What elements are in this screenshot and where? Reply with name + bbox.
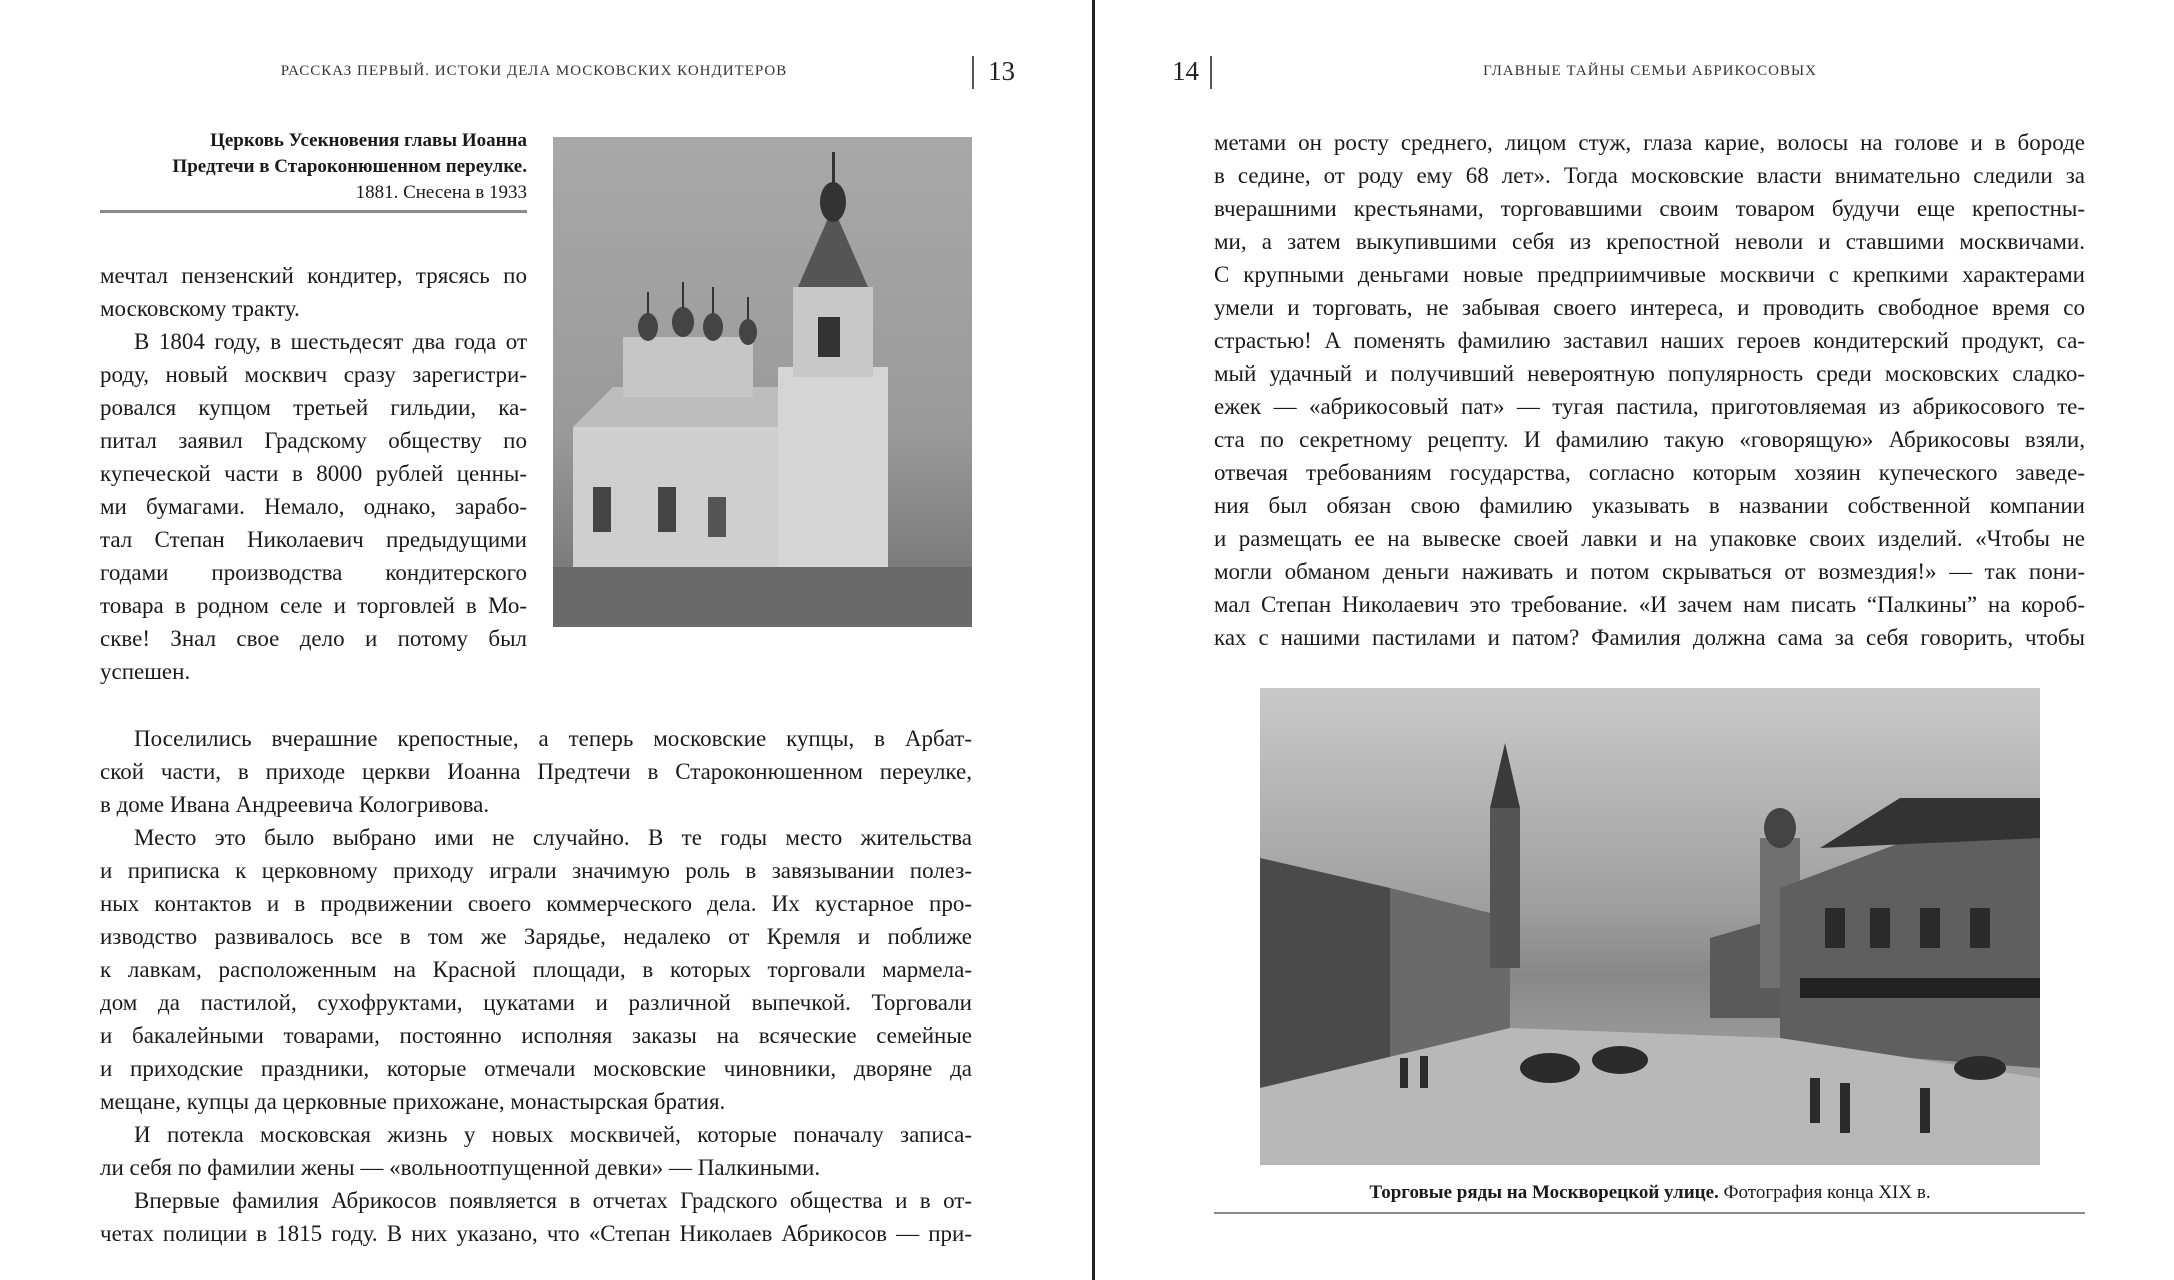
text-line: И потекла московская жизнь у новых москвичей, которые поначалу записа- xyxy=(134,1122,972,1147)
text-line: мый удачный и получивший невероятную популярность среди московских сладко- xyxy=(1214,361,2085,386)
text-line: питал заявил Градскому обществу по xyxy=(100,428,527,453)
text-line: Место это было выбрано ими не случайно. В те годы место жительства xyxy=(134,825,972,850)
text-line: в седине, от роду ему 68 лет». Тогда московские власти внимательно следили за xyxy=(1214,163,2085,188)
text-line: С крупными деньгами новые предприимчивые москвичи с крепкими характерами xyxy=(1214,262,2085,287)
text-line: купеческой части в 8000 рублей ценны- xyxy=(100,461,527,486)
text-line: четах полиции в 1815 году. В них указано, что «Степан Николаев Абрикосов — при- xyxy=(100,1221,972,1246)
figure-caption-street xyxy=(1369,1182,1930,1204)
page-spine xyxy=(1092,0,1095,1280)
page-number-left: 13 xyxy=(988,56,1015,86)
caption-title: Торговые ряды на Москворецкой улице. xyxy=(1369,1182,1719,1203)
text-line: ми, а затем выкупившими себя из крепостной неволи и ставшими москвичами. xyxy=(1214,229,2085,254)
text-line: ках с нашими пастилами и патом? Фамилия должна сама за себя говорить, чтобы xyxy=(1214,625,2085,650)
text-line: скве! Знал свое дело и потому был xyxy=(100,626,527,651)
text-line: мечтал пензенский кондитер, трясясь по xyxy=(100,263,527,288)
text-line: вчерашними крестьянами, торговавшими своим товаром будучи еще крепостны- xyxy=(1214,196,2085,221)
text-line: и приходские праздники, которые отмечали московские чиновники, дворяне да xyxy=(100,1056,972,1081)
text-line: ных контактов и в продвижении своего коммерческого дела. Их кустарное про- xyxy=(100,891,972,916)
text-line: ежек — «абрикосовый пат» — тугая пастила, приготовляемая из абрикосового те- xyxy=(1214,394,2085,419)
running-head-right: ГЛАВНЫЕ ТАЙНЫ СЕМЬИ АБРИКОСОВЫХ xyxy=(1483,63,1817,79)
header-divider xyxy=(1210,56,1212,89)
text-line: роду, новый москвич сразу зарегистри- xyxy=(100,362,527,387)
text-line: дом да пастилой, сухофруктами, цукатами и различной выпечкой. Торговали xyxy=(100,990,972,1015)
text-line: ли себя по фамилии жены — «вольноотпущенной девки» — Палкиными. xyxy=(100,1155,821,1180)
text-line: товара в родном селе и торговлей в Мо- xyxy=(100,593,527,618)
caption-title-line: Церковь Усекновения главы Иоанна xyxy=(210,130,527,151)
street-photo xyxy=(1260,688,2040,1165)
text-line: изводство развивалось все в том же Зарядье, недалеко от Кремля и поближе xyxy=(100,924,972,949)
text-line: ста по секретному рецепту. И фамилию такую «говорящую» Абрикосовы взяли, xyxy=(1214,427,2085,452)
text-line: годами производства кондитерского xyxy=(100,560,527,585)
figure-caption-church xyxy=(172,128,527,206)
text-line: ния был обязан свою фамилию указывать в названии собственной компании xyxy=(1214,493,2085,518)
text-line: и приписка к церковному приходу играли значимую роль в завязывании полез- xyxy=(100,858,972,883)
header-divider xyxy=(972,56,974,89)
caption-title-line: Предтечи в Староконюшенном переулке. xyxy=(172,156,527,177)
text-line: Поселились вчерашние крепостные, а теперь московские купцы, в Арбат- xyxy=(134,726,972,751)
caption-rule xyxy=(1214,1212,2085,1214)
church-photo xyxy=(553,137,972,627)
text-line: и размещать ее на вывеске своей лавки и на упаковке своих изделий. «Чтобы не xyxy=(1214,526,2085,551)
text-line: метами он росту среднего, лицом стуж, глаза карие, волосы на голове и в бороде xyxy=(1214,130,2085,155)
text-line: в доме Ивана Андреевича Кологривова. xyxy=(100,792,490,817)
text-line: успешен. xyxy=(100,659,191,684)
text-line: В 1804 году, в шестьдесят два года от xyxy=(134,329,527,354)
running-head-left: РАССКАЗ ПЕРВЫЙ. ИСТОКИ ДЕЛА МОСКОВСКИХ КОНДИТЕРОВ xyxy=(280,63,788,79)
text-line: ской части, в приходе церкви Иоанна Предтечи в Староконюшенном переулке, xyxy=(100,759,972,784)
page-number-right: 14 xyxy=(1172,56,1199,86)
caption-detail: Фотография конца XIX в. xyxy=(1718,1182,1931,1203)
text-line: ровался купцом третьей гильдии, ка- xyxy=(100,395,527,420)
text-line: и бакалейными товарами, постоянно исполняя заказы на всяческие семейные xyxy=(100,1023,972,1048)
caption-rule xyxy=(100,210,527,213)
text-line: мал Степан Николаевич это требование. «И зачем нам писать “Палкины” на короб- xyxy=(1214,592,2085,617)
text-line: страстью! А поменять фамилию заставил наших героев кондитерский продукт, са- xyxy=(1214,328,2085,353)
text-line: московскому тракту. xyxy=(100,296,300,321)
caption-detail: 1881. Снесена в 1933 xyxy=(355,182,527,203)
text-line: к лавкам, расположенным на Красной площади, в которых торговали мармела- xyxy=(100,957,972,982)
text-line: могли обманом деньги наживать и потом скрываться от возмездия!» — так пони- xyxy=(1214,559,2085,584)
text-line: ми бумагами. Немало, однако, зарабо- xyxy=(100,494,527,519)
text-line: отвечая требованиям государства, согласно которым хозяин купеческого заведе- xyxy=(1214,460,2085,485)
text-line: тал Степан Николаевич предыдущими xyxy=(100,527,527,552)
text-line: мещане, купцы да церковные прихожане, монастырская братия. xyxy=(100,1089,726,1114)
text-line: умели и торговать, не забывая своего интереса, и проводить свободное время со xyxy=(1214,295,2085,320)
text-line: Впервые фамилия Абрикосов появляется в отчетах Градского общества и в от- xyxy=(134,1188,972,1213)
